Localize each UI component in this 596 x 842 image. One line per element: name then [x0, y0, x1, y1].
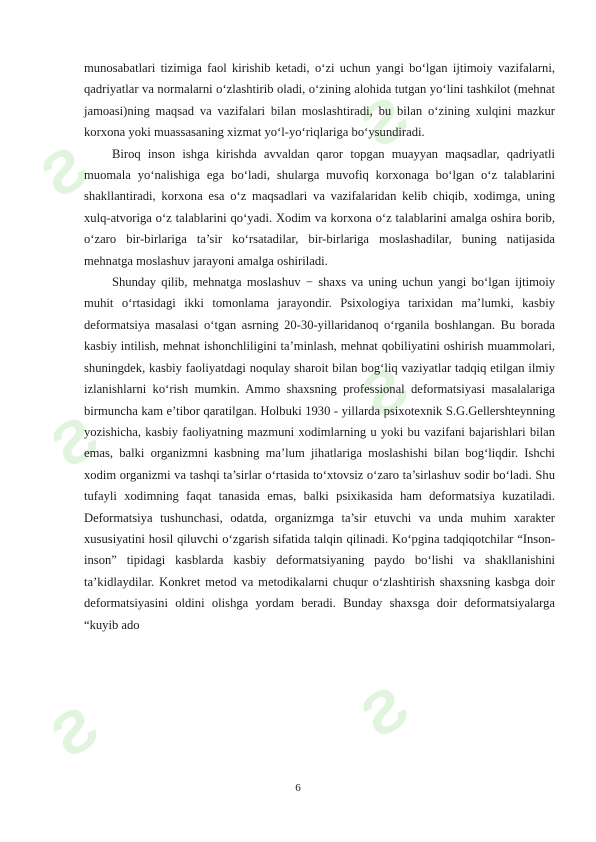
watermark-glyph: Ƨ — [349, 672, 421, 751]
watermark-glyph: Ƨ — [39, 692, 111, 771]
watermark-glyph: Ƨ — [39, 402, 111, 481]
paragraph: Biroq inson ishga kirishda avvaldan qaror topgan muayyan maqsadlar, qadriyatli muomala yo‘nalishiga ega bo‘ladi, shularga muvofiq korxonaga bo‘lgan o‘z talablarini shakllantiradi, korxona esa o‘z maqsadlari va vazifalaridan kelib chiqib, xodimga, uning xulq-atvoriga o‘z talablarini qo‘yadi. Xodim va korxona o‘z talablarini amalga oshira borib, o‘zaro bir-birlariga ta’sir ko‘rsatadilar, bir-birlariga moslashadilar, buning natijasida mehnatga moslashuv jarayoni amalga oshiriladi. — [84, 146, 555, 268]
watermark-glyph: Ƨ — [349, 82, 421, 161]
body-text — [84, 58, 555, 636]
paragraph: munosabatlari tizimiga faol kirishib ketadi, o‘zi uchun yangi bo‘lgan ijtimoiy vazifalarni, qadriyatlar va normalarni o‘zlashtirib oladi, o‘zining alohida tutgan yo‘lini tashkilot (mehnat jamoasi)ning maqsad va vazifalari bilan moslashtiradi, bu bilan o‘zining xulqini mazkur korxona yoki muassasaning xizmat yo‘l-yo‘riqlariga bo‘ysundiradi. — [84, 61, 555, 140]
paragraph: Shunday qilib, mehnatga moslashuv − shaxs va uning uchun yangi bo‘lgan ijtimoiy muhit o‘rtasidagi ikki tomonlama jarayondir. Psixologiya tarixidan ma’lumki, kasbiy deformatsiya masalasi o‘tgan asrning 20-30-yillaridanoq o‘rganila boshlangan. Bu borada kasbiy intilish, mehnat ishonchliligini ta’minlash, mehnat qobiliyatini oshirish muammolari, shuningdek, kasbiy faoliyatdagi noqulay sharoit bilan bog‘liq vaziyatlar tadqiq etilgan ilmiy izlanishlarni ko‘rish mumkin. Ammo shaxsning professional deformatsiyasi masalalariga birmuncha kam e’tibor qaratilgan. Holbuki 1930 - yillarda psixotexnik S.G.Gellershteynning yozishicha, kasbiy faoliyatning mazmuni xodimlarning u yoki bu vazifani bajarishlari bilan emas, balki organizmni kasbning ma’lum jihatlariga moslashishi bilan bog‘liqdir. Ishchi xodim organizmi va tashqi ta’sirlar o‘rtasida to‘xtovsiz o‘zaro ta’sirlashuv sodir bo‘ladi. Shu tufayli xodimning faqat tanasida emas, balki psixikasida ham deformatsiya kuzatiladi. Deformatsiya tushunchasi, odatda, organizmga ta’sir etuvchi va unda muhim xarakter xususiyatini hosil qiluvchi o‘zgarish sifatida talqin qilinadi. Ko‘pgina tadqiqotchilar “Inson-inson” tipidagi kasblarda kasbiy deformatsiyaning paydo bo‘lishi va shakllanishini ta’kidlaydilar. Konkret metod va metodikalarni chuqur o‘zlashtirish shaxsning kasbga doir deformatsiyasini oldini olishga yordam beradi. Bunday shaxsga doir deformatsiyalarga “kuyib ado — [84, 275, 555, 632]
page-number: 6 — [295, 782, 301, 794]
watermark-glyph: Ƨ — [29, 132, 101, 211]
watermark-glyph: Ƨ — [349, 352, 421, 431]
